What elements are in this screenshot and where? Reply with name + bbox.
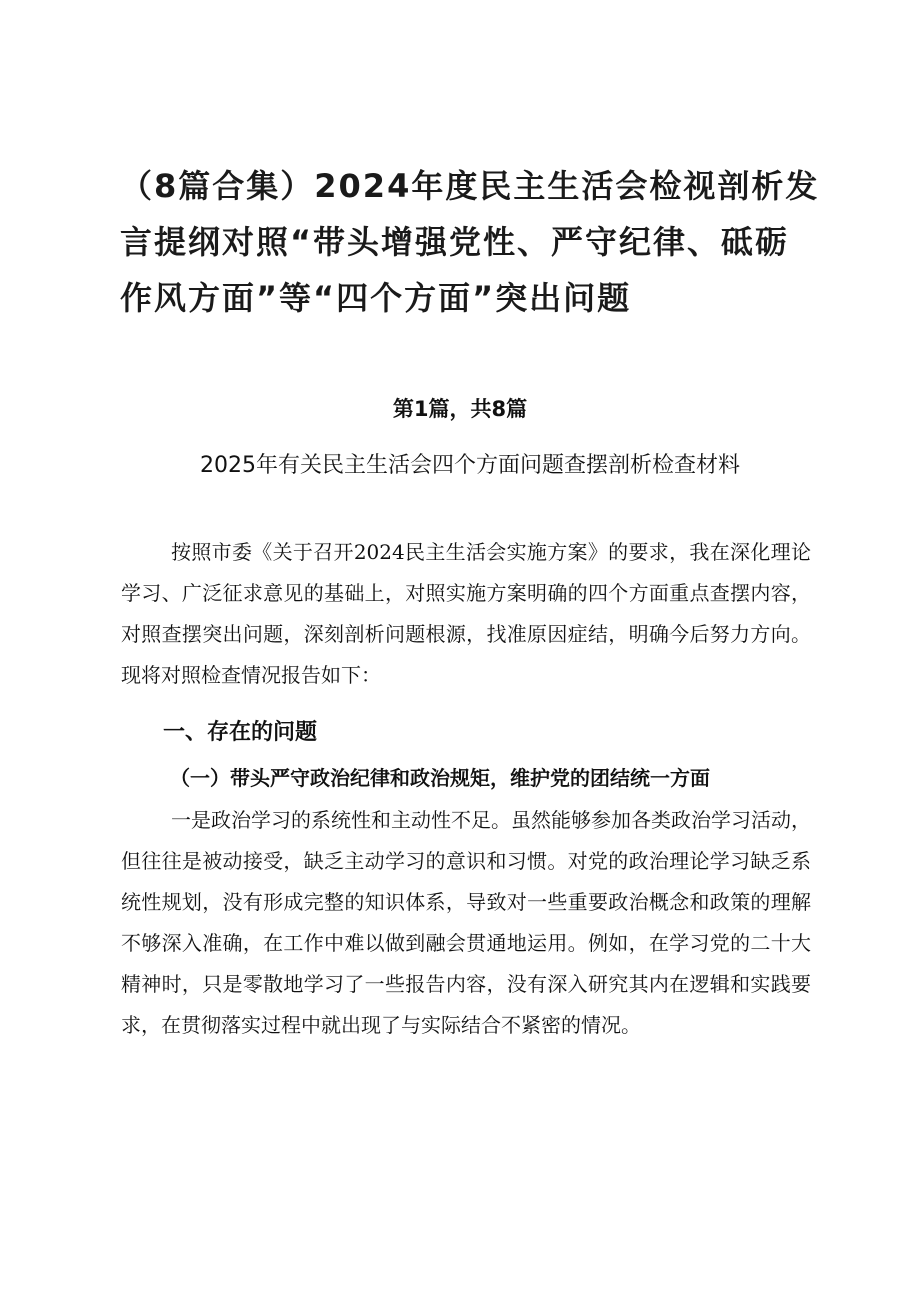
article-title: 2025年有关民主生活会四个方面问题查摆剖析检查材料 xyxy=(200,453,740,478)
document-main-title: （8篇合集）2024年度民主生活会检视剖析发言提纲对照“带头增强党性、严守纪律、砥砺作风方面”等“四个方面”突出问题 xyxy=(120,167,820,317)
subsection-heading: （一）带头严守政治纪律和政治规矩，维护党的团结统一方面 xyxy=(170,766,710,790)
point-1-paragraph: 一是政治学习的系统性和主动性不足。虽然能够参加各类政治学习活动，但往往是被动接受，缺乏主动学习的意识和习惯。对党的政治理论学习缺乏系统性规划，没有形成完整的知识体系，导致对一些重要政治概念和政策的理解不够深入准确，在工作中难以做到融会贯通地运用。例如，在学习党的二十大精神时，只是零散地学习了一些报告内容，没有深入研究其内在逻辑和实践要求，在贯彻落实过程中就出现了与实际结合不紧密的情况。 xyxy=(121,808,811,1037)
article-number: 第1篇，共8篇 xyxy=(392,397,528,421)
intro-paragraph: 按照市委《关于召开2024民主生活会实施方案》的要求，我在深化理论学习、广泛征求意见的基础上，对照实施方案明确的四个方面重点查摆内容，对照查摆突出问题，深刻剖析问题根源，找准原因症结，明确今后努力方向。现将对照检查情况报告如下： xyxy=(121,540,811,687)
section-heading: 一、存在的问题 xyxy=(163,720,318,745)
